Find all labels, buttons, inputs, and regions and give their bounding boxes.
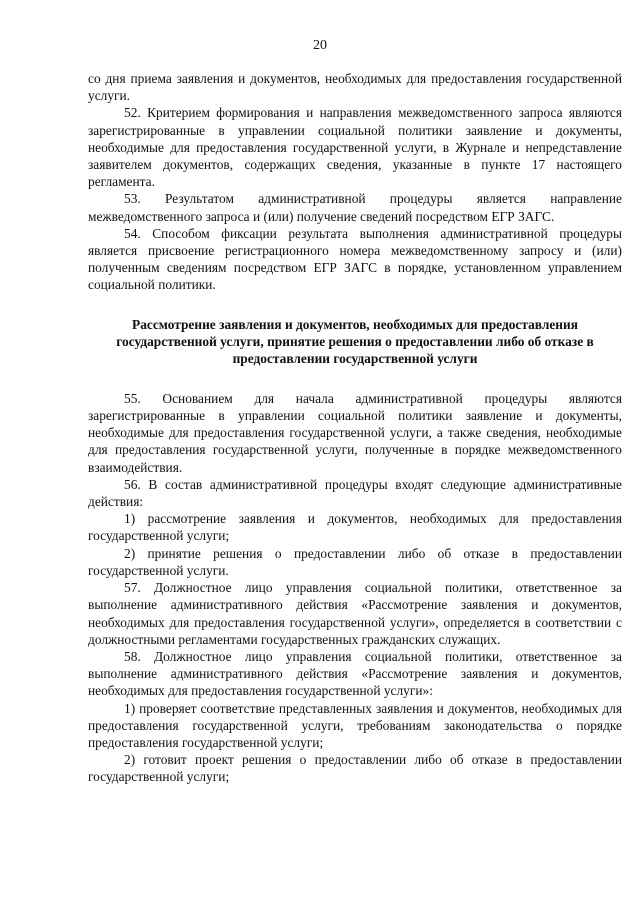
paragraph: со дня приема заявления и документов, необходимых для предоставления государственной услуги. (88, 71, 622, 104)
paragraph: 1) проверяет соответствие представленных заявления и документов, необходимых для предоставления государственной услуги, требованиям законодательства о порядке предоставления государственной услуги; (88, 700, 622, 750)
paragraph: 53. Результатом административной процедуры является направление межведомственного запроса и (или) получение сведений посредством ЕГР ЗАГС. (88, 191, 622, 224)
paragraph: 54. Способом фиксации результата выполнения административной процедуры является присвоение регистрационного номера межведомственному запросу и (или) полученным сведениям посредством ЕГР ЗАГС в порядке, установленном управлением социальной политики. (88, 225, 622, 293)
paragraph: 52. Критерием формирования и направления межведомственного запроса являются зарегистрированные в управлении социальной политики заявление и документы, необходимые для предоставления государственной услуги, в Журнале и непредставление заявителем документов, содержащих сведения, указанные в пункте 17 настоящего регламента. (88, 105, 622, 190)
section-heading: Рассмотрение заявления и документов, необходимых для предоставления государственной услуги, принятие решения о предоставлении либо об отказе в предоставлении государственной услуги (116, 316, 594, 367)
paragraph: 2) принятие решения о предоставлении либо об отказе в предоставлении государственной услуги. (88, 545, 622, 578)
paragraph: 55. Основанием для начала административной процедуры являются зарегистрированные в управлении социальной политики заявление и документы, необходимые для предоставления государственной услуги, а также сведения, необходимые для предоставления государственной услуги, полученные в порядке межведомственного взаимодействия. (88, 390, 622, 475)
paragraphs-after-heading (88, 390, 622, 786)
document-body (88, 70, 622, 786)
page-number: 20 (313, 38, 327, 53)
paragraph: 57. Должностное лицо управления социальной политики, ответственное за выполнение административного действия «Рассмотрение заявления и документов, необходимых для предоставления государственной услуги», определяется в соответствии с должностными регламентами государственных гражданских служащих. (88, 580, 622, 647)
paragraph: 1) рассмотрение заявления и документов, необходимых для предоставления государственной услуги; (88, 511, 622, 544)
paragraphs-before-heading (88, 70, 622, 294)
paragraph: 58. Должностное лицо управления социальной политики, ответственное за выполнение административного действия «Рассмотрение заявления и документов, необходимых для предоставления государственной услуги»: (88, 648, 622, 699)
paragraph: 56. В состав административной процедуры входят следующие административные действия: (88, 476, 622, 510)
paragraph: 2) готовит проект решения о предоставлении либо об отказе в предоставлении государственной услуги; (88, 752, 622, 785)
